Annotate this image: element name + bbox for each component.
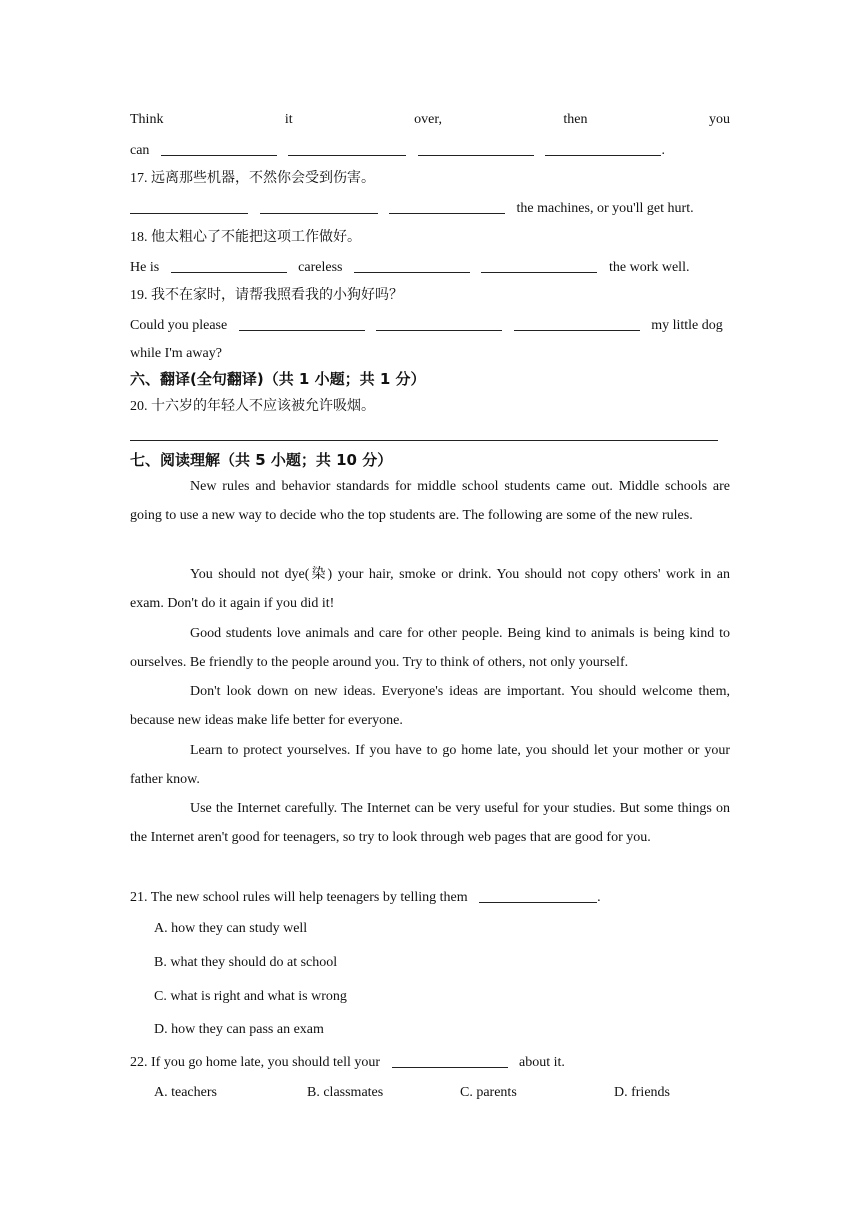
q21-end: . <box>597 890 601 905</box>
q18-mid: careless <box>298 260 343 275</box>
q20-prompt: 20. 十六岁的年轻人不应该被允许吸烟。 <box>130 399 375 414</box>
option-b[interactable]: B. what they should do at school <box>154 955 338 970</box>
passage-paragraph: Learn to protect yourselves. If you have to go home late, you should let your mother or your father know. <box>130 743 730 787</box>
q16-cont: can <box>130 143 150 158</box>
answer-blank[interactable] <box>130 199 248 214</box>
answer-blank[interactable] <box>376 316 502 331</box>
option-c[interactable]: C. what is right and what is wrong <box>154 989 347 1004</box>
option-d[interactable]: D. friends <box>614 1085 670 1100</box>
q19-prompt: 19. 我不在家时，请帮我照看我的小狗好吗？ <box>130 288 403 303</box>
option-b[interactable]: B. classmates <box>307 1085 384 1100</box>
q17-answer-line <box>130 199 730 218</box>
answer-blank[interactable] <box>389 199 505 214</box>
answer-blank[interactable] <box>545 141 661 156</box>
passage-paragraph: Good students love animals and care for other people. Being kind to animals is being kind to ourselves. Be friendly to the people around you. Try to think of others, not only yourself. <box>130 626 730 670</box>
q18-start: He is <box>130 260 160 275</box>
option-a[interactable]: A. teachers <box>154 1085 217 1100</box>
q17-prompt: 17. 远离那些机器，不然你会受到伤害。 <box>130 171 375 186</box>
passage-paragraph: You should not dye(染) your hair, smoke or drink. You should not copy others' work in an exam. Don't do it again if you did it! <box>130 567 730 611</box>
passage-paragraph: New rules and behavior standards for middle school students came out. Middle schools are going to use a new way to decide who the top students are. The following are some of the new rules. <box>130 479 730 523</box>
answer-blank[interactable] <box>288 141 406 156</box>
option-d[interactable]: D. how they can pass an exam <box>154 1022 324 1037</box>
section-7-title: 七、阅读理解（共 5 小题；共 10 分） <box>130 451 393 469</box>
q19-start: Could you please <box>130 318 228 333</box>
q18-suffix: the work well. <box>608 260 690 275</box>
q18-answer-line <box>130 258 730 277</box>
q16-word: over, <box>414 112 442 127</box>
q17-suffix: the machines, or you'll get hurt. <box>516 201 694 216</box>
q19-suffix: my little dog <box>651 318 723 333</box>
q18-prompt: 18. 他太粗心了不能把这项工作做好。 <box>130 230 361 245</box>
q20-answer-line[interactable] <box>130 440 718 441</box>
q16-line1 <box>130 111 730 129</box>
q22-stem-line <box>130 1053 730 1072</box>
answer-blank[interactable] <box>392 1053 508 1068</box>
answer-blank[interactable] <box>171 258 287 273</box>
q16-line2 <box>130 141 730 160</box>
q22-suffix: about it. <box>519 1055 565 1070</box>
q19-answer-line <box>130 316 730 335</box>
answer-blank[interactable] <box>481 258 597 273</box>
q16-end: . <box>661 143 665 158</box>
answer-blank[interactable] <box>260 199 378 214</box>
section-6-title: 六、翻译(全句翻译)（共 1 小题；共 1 分） <box>130 370 426 388</box>
option-c[interactable]: C. parents <box>460 1085 517 1100</box>
answer-blank[interactable] <box>239 316 365 331</box>
q16-word: Think <box>130 112 164 127</box>
q16-word: you <box>708 112 730 127</box>
answer-blank[interactable] <box>418 141 534 156</box>
passage-paragraph: Don't look down on new ideas. Everyone's ideas are important. You should welcome them, because new ideas make life better for everyone. <box>130 684 730 728</box>
answer-blank[interactable] <box>161 141 277 156</box>
q19-cont: while I'm away? <box>130 346 222 361</box>
answer-blank[interactable] <box>479 888 597 903</box>
q21-stem-line <box>130 888 730 907</box>
q21-stem: 21. The new school rules will help teenagers by telling them <box>130 890 468 905</box>
passage-paragraph: Use the Internet carefully. The Internet can be very useful for your studies. But some things on the Internet aren't good for teenagers, so try to look through web pages that are good for you. <box>130 801 730 845</box>
option-a[interactable]: A. how they can study well <box>154 921 308 936</box>
q22-stem: 22. If you go home late, you should tell your <box>130 1055 381 1070</box>
q16-word: then <box>563 112 588 127</box>
q16-word: it <box>284 112 293 127</box>
answer-blank[interactable] <box>354 258 470 273</box>
answer-blank[interactable] <box>514 316 640 331</box>
